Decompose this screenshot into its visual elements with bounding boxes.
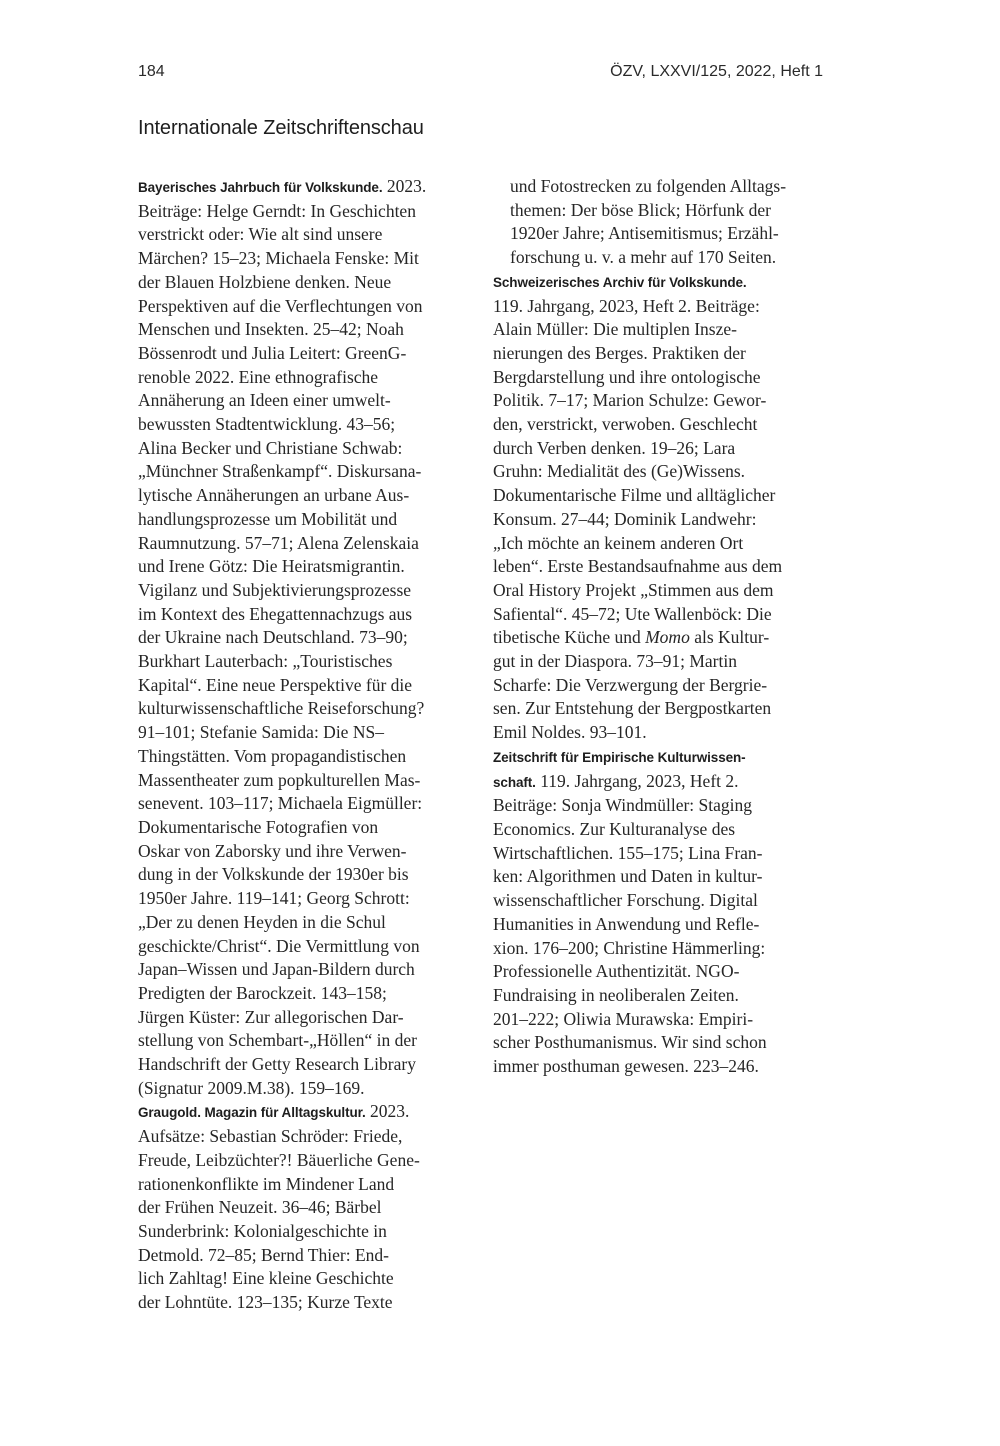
entry-line: Scharfe: Die Verzwergung der Bergrie- — [493, 674, 768, 695]
entry-line: Freude, Leibzüchter?! Bäuerliche Gene- — [138, 1149, 420, 1170]
entry-line-italic: tibetische Küche und Momo als Kultur- — [493, 627, 770, 648]
entry-line: wissenschaftlicher Forschung. Digital — [493, 890, 758, 911]
entry-line: Kapital“. Eine neue Perspektive für die — [138, 674, 413, 695]
entry-line: Dokumentarische Fotografien von — [138, 816, 379, 837]
entry-line: den, verstrickt, verwoben. Geschlecht — [493, 414, 758, 435]
entry-line: Jürgen Küster: Zur allegorischen Dar- — [138, 1006, 404, 1027]
entry-line: Burkhart Lauterbach: „Touristisches — [138, 651, 393, 672]
entry-line: Humanities in Anwendung und Refle- — [493, 913, 760, 934]
entry-line: Handschrift der Getty Research Library — [138, 1054, 416, 1075]
entry-line: Gruhn: Medialität des (Ge)Wissens. — [493, 461, 746, 482]
entry-line: renoble 2022. Eine ethnografische — [138, 366, 379, 387]
entry-line: Thingstätten. Vom propagandistischen — [138, 745, 407, 766]
entry-line: Annäherung an Ideen einer umwelt- — [138, 390, 391, 411]
entry-line: „Ich möchte an keinem anderen Ort — [493, 532, 744, 553]
entry-line: Beiträge: Helge Gerndt: In Geschichten — [138, 200, 416, 221]
entry-line: leben“. Erste Bestandsaufnahme aus dem — [493, 556, 783, 577]
running-head — [138, 63, 823, 87]
entry-body — [493, 794, 828, 1078]
entry-line: themen: Der böse Blick; Hörfunk der — [510, 199, 771, 220]
entry-line: Economics. Zur Kulturanalyse des — [493, 818, 736, 839]
entry-line: Alain Müller: Die multiplen Insze- — [493, 319, 737, 340]
entry-line: Konsum. 27–44; Dominik Landwehr: — [493, 508, 757, 529]
entry-line: Oral History Projekt „Stimmen aus dem — [493, 579, 774, 600]
entry-line: Raumnutzung. 57–71; Alena Zelenskaia — [138, 532, 419, 553]
entry-line: Beiträge: Sonja Windmüller: Staging — [493, 795, 753, 816]
entry-line: lytische Annäherungen an urbane Aus- — [138, 485, 410, 506]
entry-line: Safiental“. 45–72; Ute Wallenböck: Die — [493, 603, 772, 624]
entry-line: Fundraising in neoliberalen Zeiten. — [493, 984, 739, 1005]
entry-line: Vigilanz und Subjektivierungsprozesse — [138, 579, 412, 600]
entry-line: der Frühen Neuzeit. 36–46; Bärbel — [138, 1197, 382, 1218]
entry-line: Bergdarstellung und ihre ontologische — [493, 366, 761, 387]
entry-line: Sunderbrink: Kolonialgeschichte in — [138, 1220, 387, 1241]
entry-line: der Lohntüte. 123–135; Kurze Texte — [138, 1292, 393, 1313]
entry-graugold: Graugold. Magazin für Alltagskultur. 2023. Aufsätze: Sebastian Schröder: Friede, Freude, Leibzüchter?! Bäuerliche Gene- rationenkonflikte im Mindener Land der Frühen Neuzeit. 36–46; Bärbel Sunderbrink: Kolonialgeschichte in Detmold. 72–85; Bernd Thier: End- lich Zahltag! Eine kleine Geschichte der Lohntüte. 123–135; Kurze Texte — [138, 1100, 473, 1314]
entry-line: und Irene Götz: Die Heiratsmigrantin. — [138, 556, 405, 577]
entry-line: und Fotostrecken zu folgenden Alltags- — [510, 176, 787, 196]
entry-line: rationenkonflikte im Mindener Land — [138, 1173, 395, 1194]
entry-line: bewussten Stadtentwicklung. 43–56; — [138, 414, 396, 435]
entry-line: „Münchner Straßenkampf“. Diskursana- — [138, 461, 422, 482]
entry-line: Bössenrodt und Julia Leitert: GreenG- — [138, 342, 407, 363]
entry-line: ken: Algorithmen und Daten in kultur- — [493, 866, 763, 887]
entry-line: stellung von Schembart-„Höllen“ in der — [138, 1030, 417, 1051]
entry-title-continued: schaft. — [493, 774, 536, 790]
entry-line: 201–222; Oliwia Murawska: Empiri- — [493, 1008, 754, 1029]
entry-line: 119. Jahrgang, 2023, Heft 2. Beiträge: — [493, 295, 760, 316]
entry-line: 1950er Jahre. 119–141; Georg Schrott: — [138, 888, 410, 909]
entry-line: geschickte/Christ“. Die Vermittlung von — [138, 935, 420, 956]
entry-line: Politik. 7–17; Marion Schulze: Gewor- — [493, 390, 767, 411]
entry-line: 91–101; Stefanie Samida: Die NS– — [138, 722, 384, 743]
entry-line: Detmold. 72–85; Bernd Thier: End- — [138, 1244, 389, 1265]
entry-line: senevent. 103–117; Michaela Eigmüller: — [138, 793, 423, 814]
entry-title: Schweizerisches Archiv für Volkskunde. — [493, 274, 747, 290]
entry-line: scher Posthumanismus. Wir sind schon — [493, 1032, 767, 1053]
entry-schweizerisches-archiv — [493, 270, 828, 745]
entry-line: immer posthuman gewesen. 223–246. — [493, 1056, 759, 1077]
entry-line: „Der zu denen Heyden in die Schul — [138, 911, 386, 932]
entry-line: Japan–Wissen und Japan-Bildern durch — [138, 959, 415, 980]
entry-title: Graugold. Magazin für Alltagskultur. — [138, 1105, 366, 1121]
entry-line: durch Verben denken. 19–26; Lara — [493, 437, 736, 458]
entry-title: Bayerisches Jahrbuch für Volkskunde. — [138, 180, 383, 195]
entry-title: Zeitschrift für Empirische Kulturwissen- — [493, 749, 746, 765]
entry-line: Massentheater zum popkulturellen Mas- — [138, 769, 421, 790]
entry-line: gut in der Diaspora. 73–91; Martin — [493, 651, 737, 672]
entry-graugold-continued — [493, 175, 828, 270]
section-title: Internationale Zeitschriftenschau — [138, 117, 424, 139]
entry-line: Emil Noldes. 93–101. — [493, 722, 647, 743]
entry-line: Alina Becker und Christiane Schwab: — [138, 437, 403, 458]
left-column — [138, 175, 473, 1315]
page-number: 184 — [138, 63, 165, 80]
entry-line: handlungsprozesse um Mobilität und — [138, 508, 398, 529]
entry-line: Aufsätze: Sebastian Schröder: Friede, — [138, 1126, 403, 1147]
entry-line: kulturwissenschaftliche Reiseforschung? — [138, 698, 425, 719]
entry-line: Dokumentarische Filme und alltäglicher — [493, 485, 776, 506]
italic-term: Momo — [645, 627, 690, 648]
entry-body — [138, 1125, 473, 1315]
entry-line: Professionelle Authentizität. NGO- — [493, 961, 740, 982]
right-column — [493, 175, 828, 1079]
entry-line: (Signatur 2009.M.38). 159–169. — [138, 1077, 365, 1098]
entry-line: der Ukraine nach Deutschland. 73–90; — [138, 627, 408, 648]
entry-line: der Blauen Holzbiene denken. Neue — [138, 271, 392, 292]
entry-line: Predigten der Barockzeit. 143–158; — [138, 982, 387, 1003]
entry-line: dung in der Volkskunde der 1930er bis — [138, 864, 409, 885]
entry-line: verstrickt oder: Wie alt sind unsere — [138, 224, 383, 245]
entry-zeitschrift-empirische-kulturwissenschaft: Zeitschrift für Empirische Kulturwissen- schaft. 119. Jahrgang, 2023, Heft 2. Beiträge: Sonja Windmüller: Staging Economics. Zur Kulturanalyse des Wirtschaftlichen. 155–175; Lina Fran- ken: Algorithmen und Daten in kultur- wissenschaftlicher Forschung. Digital Humanities in Anwendung und Refle- xion. 176–200; Christine Hämmerling: Professionelle Authentizität. NGO- Fundraising in neoliberalen Zeiten. 201–222; Oliwia Murawska: Empiri- scher Posthumanismus. Wir sind schon immer posthuman gewesen. 223–246. — [493, 745, 828, 1079]
entry-line: Märchen? 15–23; Michaela Fenske: Mit — [138, 248, 419, 269]
entry-bayerisches-jahrbuch: Bayerisches Jahrbuch für Volkskunde. 2023. Beiträge: Helge Gerndt: In Geschichten verstrickt oder: Wie alt sind unsere Märchen? 15–23; Michaela Fenske: Mit der Blauen Holzbiene denken. Neue Perspektiven auf die Verflechtungen von Menschen und Insekten. 25–42; Noah Bössenrodt und Julia Leitert: GreenG- renoble 2022. Eine ethnografische Annäherung an Ideen einer umwelt- bewussten Stadtentwicklung. 43–56; Alina Becker und Christiane Schwab: „Münchner Straßenkampf“. Diskursana- lytische Annäherungen an urbane Aus- handlungsprozesse um Mobilität und Raumnutzung. 57–71; Alena Zelenskaia und Irene Götz: Die Heiratsmigrantin. Vigilanz und Subjektivierungsprozesse im Kontext des Ehegattennachzugs aus der Ukraine nach Deutschland. 73–90; Burkhart Lauterbach: „Touristisches Kapital“. Eine neue Perspektive für die kulturwissenschaftliche Reiseforschung? 91–101; Stefanie Samida: Die NS– Thingstätten. Vom propagandistischen Massentheater zum popkulturellen Mas- senevent. 103–117; Michaela Eigmüller: Dokumentarische Fotografien von Oskar von Zaborsky und ihre Verwen- dung in der Volkskunde der 1930er bis 1950er Jahre. 119–141; Georg Schrott: „Der zu denen Heyden in die Schul geschickte/Christ“. Die Vermittlung von Japan–Wissen und Japan-Bildern durch Predigten der Barockzeit. 143–158; Jürgen Küster: Zur allegorischen Dar- stellung von Schembart-„Höllen“ in der Handschrift der Getty Research Library (Signatur 2009.M.38). 159–169. — [138, 175, 473, 1100]
entry-line: Wirtschaftlichen. 155–175; Lina Fran- — [493, 842, 763, 863]
entry-line: im Kontext des Ehegattennachzugs aus — [138, 603, 413, 624]
entry-body — [493, 295, 828, 627]
entry-line: forschung u. v. a mehr auf 170 Seiten. — [510, 247, 777, 268]
entry-line: xion. 176–200; Christine Hämmerling: — [493, 937, 766, 958]
entry-line: Oskar von Zaborsky und ihre Verwen- — [138, 840, 407, 861]
entry-line: nierungen des Berges. Praktiken der — [493, 342, 746, 363]
entry-line: Menschen und Insekten. 25–42; Noah — [138, 319, 404, 340]
entry-line: lich Zahltag! Eine kleine Geschichte — [138, 1268, 394, 1289]
entry-body — [493, 650, 828, 745]
entry-line: sen. Zur Entstehung der Bergpostkarten — [493, 698, 772, 719]
journal-reference: ÖZV, LXXVI/125, 2022, Heft 1 — [610, 63, 823, 80]
entry-line: 1920er Jahre; Antisemitismus; Erzähl- — [510, 223, 779, 244]
entry-body — [510, 175, 828, 270]
entry-body — [138, 200, 473, 1101]
entry-line: Perspektiven auf die Verflechtungen von — [138, 295, 423, 316]
